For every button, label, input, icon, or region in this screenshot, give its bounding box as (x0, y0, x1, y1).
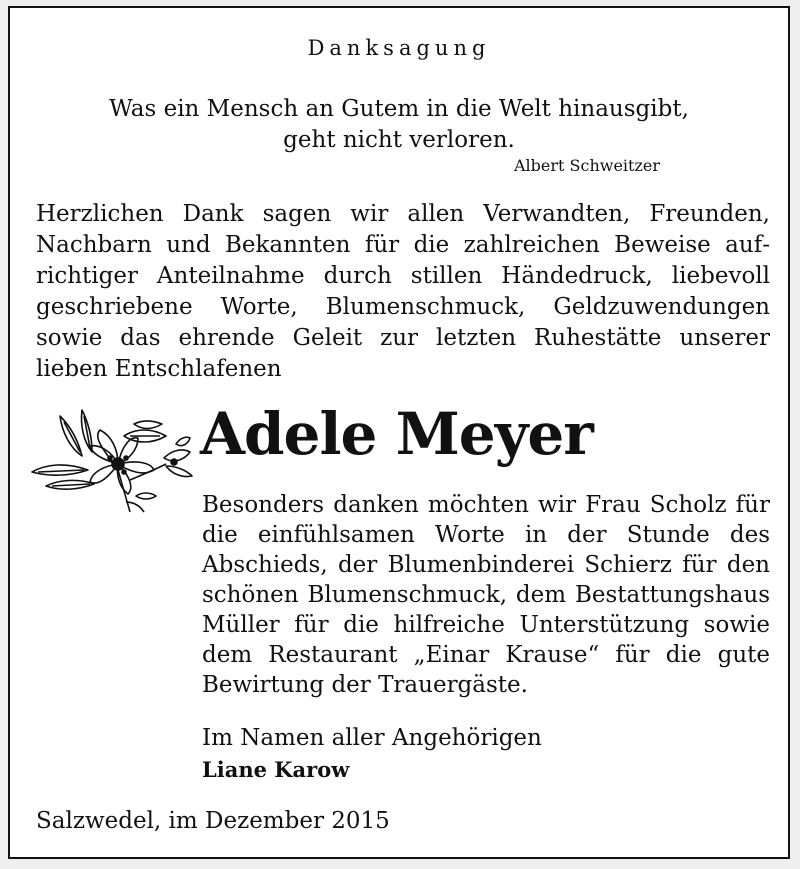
intro-paragraph: Herzlichen Dank sagen wir allen Verwandten, Freunden, Nachbarn und Bekannten für die zahlreichen Beweise aufrichtiger Anteilnahme durch stillen Händedruck, liebevoll geschriebene Worte, Blumenschmuck, Geldzuwendungen sowie das ehrende Geleit zur letzten Ruhestätte unserer lieben Entschlafenen (36, 201, 770, 382)
on-behalf-line: Im Namen aller Angehörigen (202, 725, 542, 751)
notice-heading: Danksagung (307, 36, 491, 60)
quote (10, 94, 788, 156)
quote-author: Albert Schweitzer (513, 156, 660, 175)
signature-name: Liane Karow (202, 757, 350, 782)
place-date: Salzwedel, im Dezember 2015 (36, 808, 390, 834)
deceased-name: Adele Meyer (200, 400, 593, 468)
obituary-notice (8, 6, 790, 859)
thanks-paragraph: Besonders danken möchten wir Frau Scholz für die einfühlsamen Worte in der Stunde des Abschieds, der Blumenbinderei Schierz für den schönen Blumenschmuck, dem Bestattungshaus Müller für die hilfreiche Unterstützung sowie dem Restaurant „Einar Krause“ für die gute Bewirtung der Trauergäste. (202, 492, 770, 698)
quote-line-1: Was ein Mensch an Gutem in die Welt hinausgibt, (109, 96, 689, 122)
edelweiss-flower-icon (26, 406, 198, 516)
quote-line-2: geht nicht verloren. (283, 127, 515, 153)
